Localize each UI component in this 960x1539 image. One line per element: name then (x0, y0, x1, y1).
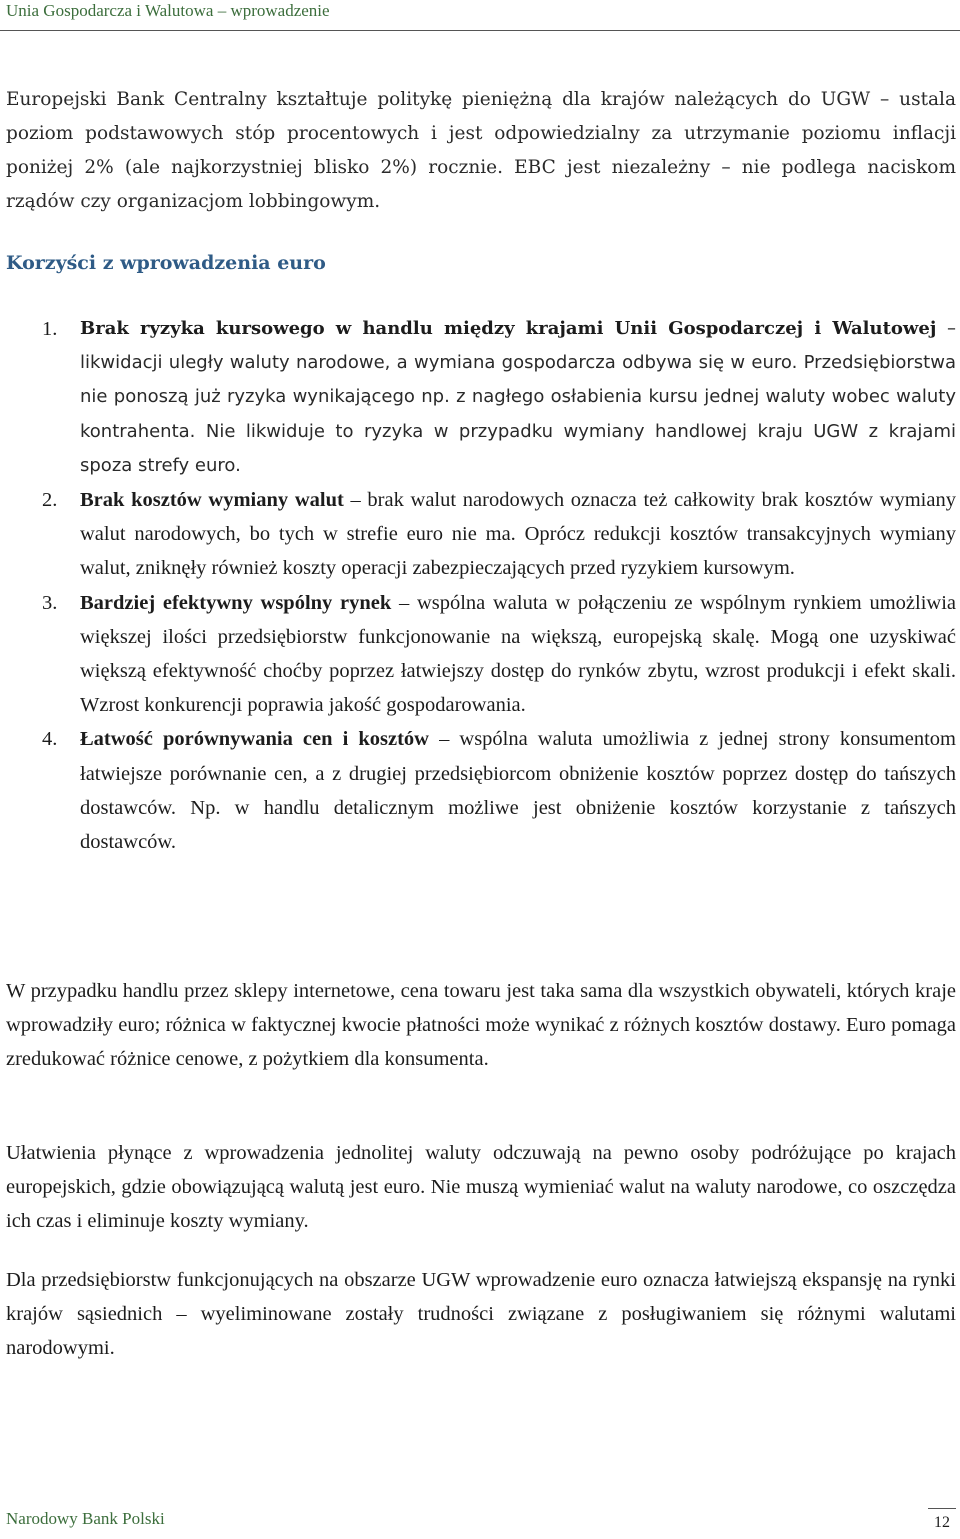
list-item-title: Brak kosztów wymiany walut (80, 489, 344, 512)
body-paragraph: W przypadku handlu przez sklepy internetowe, cena towaru jest taka sama dla wszystkich obywateli, których kraje wprowadziły euro; różnica w faktycznej kwocie płatności może wynikać z różnych kosztów dostawy. Euro pomaga zredukować różnice cenowe, z pożytkiem dla konsumenta. (6, 980, 956, 1071)
list-item-title: Bardziej efektywny wspólny rynek (80, 591, 392, 614)
body-paragraph: Dla przedsiębiorstw funkcjonujących na obszarze UGW wprowadzenie euro oznacza łatwiejszą ekspansję na rynki krajów sąsiednich – wyeliminowane zostały trudności związane z posługiwaniem się różnymi walutami narodowymi. (6, 1269, 956, 1360)
section-heading: Korzyści z wprowadzenia euro (6, 252, 326, 274)
list-item-text: – brak walut narodowych oznacza też całkowity brak kosztów wymiany walut narodowych, bo tych w strefie euro nie ma. Oprócz redukcji kosztów transakcyjnych wymiany walut, zniknęły również koszty operacji zabezpieczających przed ryzykiem kursowym. (80, 489, 956, 580)
list-item-text: – wspólna waluta w połączeniu ze wspólnym rynkiem umożliwia większej ilości przedsiębiorstw funkcjonowanie na większą, europejską skalę. Mogą one uzyskiwać większą efektywność choćby poprzez łatwiejszy dostęp do rynków zbytu, wzrost produkcji i efekt skali. Wzrost konkurencji poprawia jakość gospodarowania. (80, 591, 956, 717)
list-item-text: – wspólna waluta umożliwia z jednej strony konsumentom łatwiejsze porównanie cen, a z drugiej przedsiębiorcom obniżenie kosztów poprzez dostęp do tańszych dostawców. Np. w handlu detalicznym możliwe jest obniżenie kosztów korzystanie z tańszych dostawców. (80, 728, 956, 854)
footer-publisher: Narodowy Bank Polski (6, 1509, 165, 1528)
list-item-text: – likwidacji uległy waluty narodowe, a wymiana gospodarcza odbywa się w euro. Przedsiębiorstwa nie ponoszą już ryzyka wynikającego np. z nagłego osłabienia kursu jednej waluty wobec waluty kontrahenta. Nie likwiduje to ryzyka w przypadku wymiany handlowej kraju UGW z krajami spoza strefy euro. (80, 318, 956, 476)
list-item-number: 2. (42, 489, 58, 512)
list-item-title: Łatwość porównywania cen i kosztów (80, 728, 429, 751)
list-item-title: Brak ryzyka kursowego w handlu między krajami Unii Gospodarczej i Walutowej (80, 318, 937, 339)
list-item-number: 3. (42, 591, 58, 614)
list-item-number: 1. (42, 318, 58, 340)
page-number: 12 (934, 1514, 950, 1531)
list-item (0, 722, 960, 859)
list-item (0, 586, 960, 723)
running-header-title: Unia Gospodarcza i Walutowa – wprowadzenie (6, 1, 330, 20)
footer-divider (928, 1508, 956, 1509)
header-divider (0, 30, 960, 31)
intro-paragraph: Europejski Bank Centralny kształtuje politykę pieniężną dla krajów należących do UGW – ustala poziom podstawowych stóp procentowych i jest odpowiedzialny za utrzymanie poziomu inflacji poniżej 2% (ale najkorzystniej blisko 2%) rocznie. EBC jest niezależny – nie podlega naciskom rządów czy organizacjom lobbingowym. (6, 89, 956, 212)
list-item-number: 4. (42, 728, 58, 751)
body-paragraph: Ułatwienia płynące z wprowadzenia jednolitej waluty odczuwają na pewno osoby podróżujące po krajach europejskich, gdzie obowiązującą walutą jest euro. Nie muszą wymieniać walut na waluty narodowe, co oszczędza ich czas i eliminuje koszty wymiany. (6, 1142, 956, 1233)
list-item (0, 312, 960, 483)
benefits-list (0, 312, 960, 859)
list-item (0, 483, 960, 586)
